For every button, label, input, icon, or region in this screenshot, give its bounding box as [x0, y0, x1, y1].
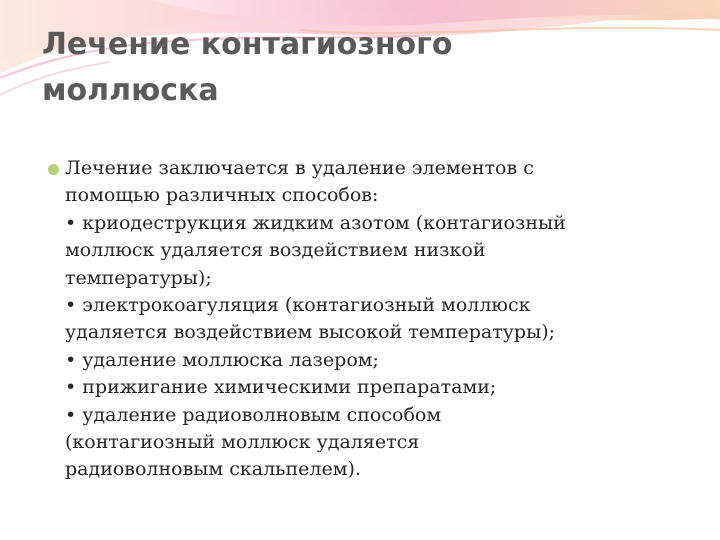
body-line: • электрокоагуляция (контагиозный моллюск [65, 294, 531, 317]
bullet-item-text [65, 155, 688, 484]
body-line: • криодеструкция жидким азотом (контагиозный [65, 211, 566, 234]
body-line: • удаление радиоволновым способом [65, 403, 442, 426]
body-line: температуры); [65, 266, 212, 289]
slide-title-line-1: Лечение контагиозного [42, 27, 453, 62]
body-line: • прижигание химическими препаратами; [65, 376, 497, 399]
bullet-dot-icon [48, 164, 59, 175]
body-line: (контагиозный моллюск удаляется [65, 431, 420, 454]
body-line: удаляется воздействием высокой температуры); [65, 321, 556, 344]
body-line: помощью различных способов: [65, 184, 379, 207]
slide-title [42, 22, 662, 114]
body-line: радиоволновым скальпелем). [65, 458, 361, 481]
body-line: • удаление моллюска лазером; [65, 348, 379, 371]
body-line: Лечение заключается в удаление элементов с [65, 157, 534, 179]
bullet-list [48, 155, 688, 484]
slide-title-line-2: моллюска [42, 73, 219, 108]
body-line: моллюск удаляется воздействием низкой [65, 239, 486, 262]
